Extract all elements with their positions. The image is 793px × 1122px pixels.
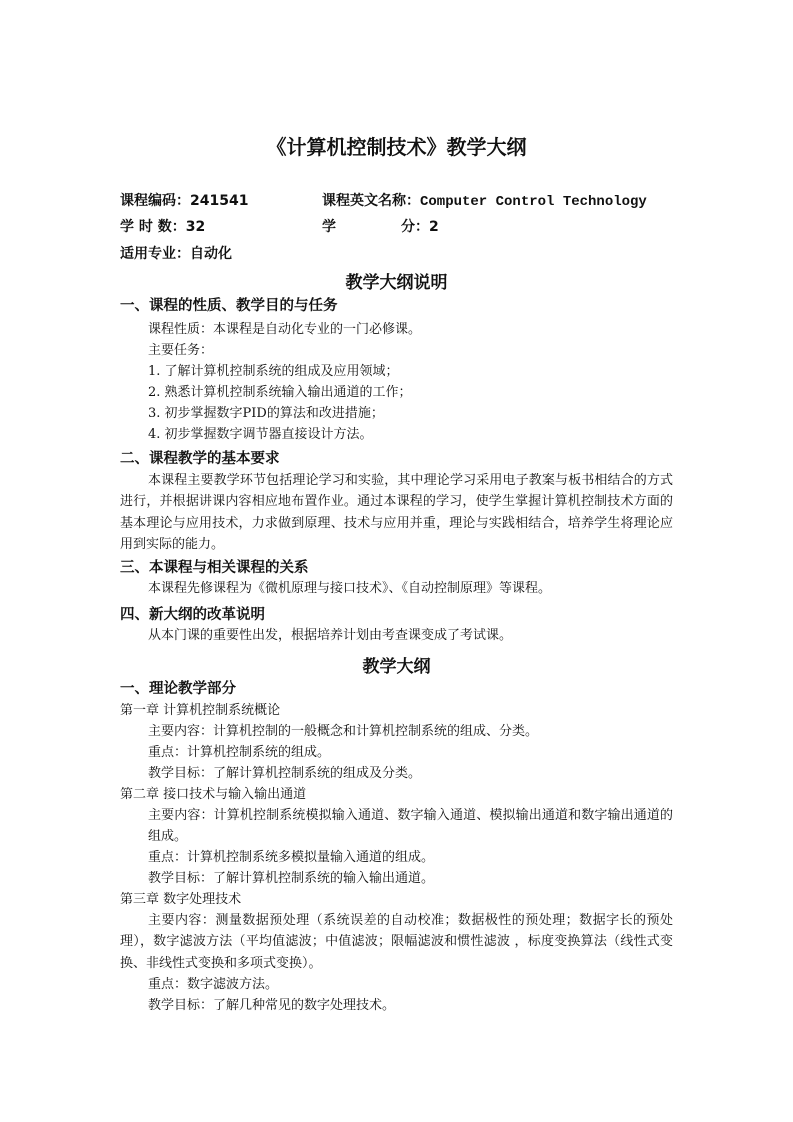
- info-row-major: [120, 244, 673, 264]
- chapter-title: 第一章 计算机控制系统概论: [120, 703, 281, 718]
- line: 主要任务：: [148, 343, 214, 358]
- syllabus-heading: 教学大纲: [362, 657, 431, 677]
- section-4: [120, 605, 673, 646]
- course-major: 自动化: [190, 246, 232, 262]
- credit-field: [401, 217, 439, 237]
- course-hours: 32: [185, 219, 206, 235]
- list-item: 4. 初步掌握数字调节器直接设计方法。: [148, 427, 373, 442]
- en-name-field: [322, 191, 647, 212]
- chapter-key: 重点：计算机控制系统的组成。: [148, 745, 331, 760]
- section-2: [120, 449, 673, 555]
- chapter-title: 第三章 数字处理技术: [120, 892, 242, 907]
- chapter-content: 主要内容：计算机控制的一般概念和计算机控制系统的组成、分类。: [148, 724, 539, 739]
- chapter-title: 第二章 接口技术与输入输出通道: [120, 787, 307, 802]
- credit-label-a: 学: [322, 219, 336, 235]
- paragraph: 本课程先修课程为《微机原理与接口技术》、《自动控制原理》等课程。: [148, 581, 552, 596]
- section-heading: 三、本课程与相关课程的关系: [120, 560, 309, 576]
- chapter-key: 重点：数字滤波方法。: [148, 976, 279, 992]
- course-credit: 2: [429, 219, 439, 235]
- section-1: [120, 296, 673, 445]
- chapter-content: 主要内容：测量数据预处理（系统误差的自动校准；数据极性的预处理；数据字长的预处理），数字滤波方法（平均值滤波；中值滤波；限幅滤波和惯性滤波 ，标度变换算法（线性式变换、非线性式变换和多项式变换）。: [120, 913, 673, 971]
- explanation-heading: 教学大纲说明: [345, 273, 448, 293]
- section-heading: 二、课程教学的基本要求: [120, 451, 280, 467]
- list-item: 2. 熟悉计算机控制系统输入输出通道的工作；: [148, 385, 412, 400]
- section-heading: 四、新大纲的改革说明: [120, 607, 265, 623]
- paragraph: 本课程主要教学环节包括理论学习和实验，其中理论学习采用电子教案与板书相结合的方式进行，并根据讲课内容相应地布置作业。通过本课程的学习，使学生掌握计算机控制技术方面的基本理论与应用技术，力求做到原理、技术与应用并重，理论与实践相结合，培养学生将理论应用到实际的能力。: [120, 473, 673, 552]
- list-item: 3. 初步掌握数字PID的算法和改进措施；: [148, 406, 384, 421]
- chapter-goal: 教学目标：了解计算机控制系统的输入输出通道。: [148, 871, 435, 886]
- section-3: [120, 558, 673, 599]
- part-heading: 一、理论教学部分: [120, 681, 236, 697]
- line: 课程性质：本课程是自动化专业的一门必修课。: [148, 322, 422, 337]
- major-label: 适用专业：: [120, 246, 190, 262]
- section-heading: 一、课程的性质、教学目的与任务: [120, 298, 338, 314]
- course-code: 241541: [190, 193, 249, 209]
- credit-label-b: 分：: [401, 219, 429, 235]
- paragraph: 从本门课的重要性出发，根据培养计划由考查课变成了考试课。: [148, 628, 513, 643]
- code-label: 课程编码：: [120, 193, 190, 209]
- chapter-goal: 教学目标：了解计算机控制系统的组成及分类。: [148, 766, 422, 781]
- chapter-content: 主要内容：计算机控制系统模拟输入通道、数字输入通道、模拟输出通道和数字输出通道的组成。: [148, 808, 673, 844]
- chapter-1: [120, 700, 673, 1016]
- en-name-label: 课程英文名称：: [322, 193, 420, 209]
- info-row-hours: [120, 217, 673, 237]
- info-row-code: [120, 191, 673, 211]
- course-en-name: Computer Control Technology: [420, 194, 647, 210]
- document-title: 《计算机控制技术》教学大纲: [266, 135, 527, 159]
- chapter-goal: 教学目标：了解几种常见的数字处理技术。: [148, 997, 396, 1013]
- chapter-key: 重点：计算机控制系统多模拟量输入通道的组成。: [148, 850, 435, 865]
- list-item: 1. 了解计算机控制系统的组成及应用领域；: [148, 364, 399, 379]
- hours-label: 学 时 数：: [120, 219, 186, 235]
